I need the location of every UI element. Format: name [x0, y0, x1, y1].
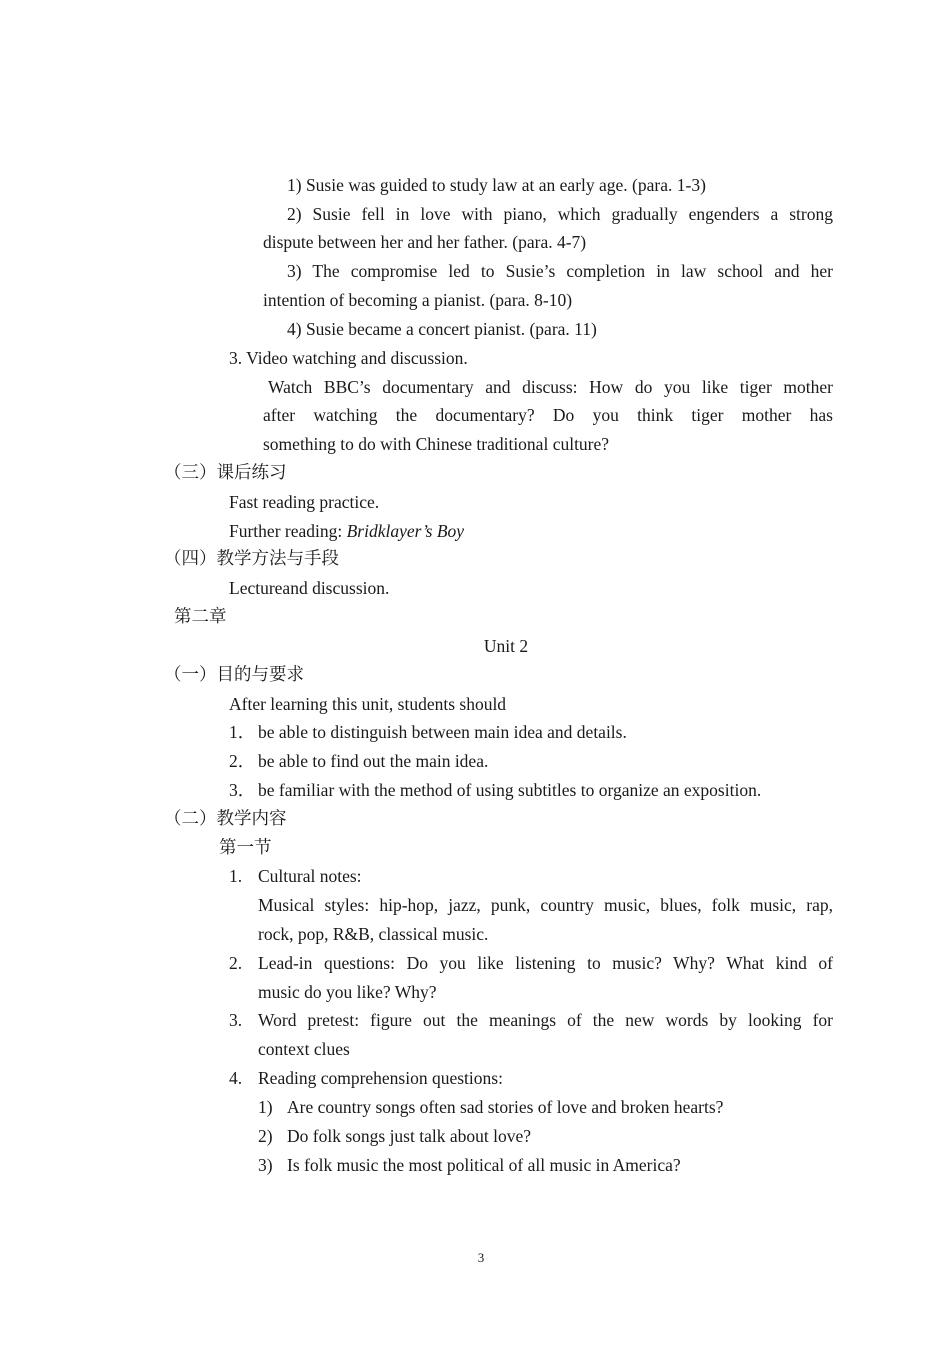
chapter-heading: 第二章	[174, 606, 227, 626]
subsection-heading: 第一节	[219, 837, 272, 857]
question-text: Do folk songs just talk about love?	[287, 1126, 532, 1146]
summary-item-2-line-1	[287, 203, 833, 225]
unit-title: Unit 2	[483, 636, 529, 656]
video-heading: 3. Video watching and discussion.	[229, 348, 468, 368]
content-item-3-line-2: context clues	[258, 1039, 350, 1059]
item-number: 1．	[229, 722, 256, 742]
item-number: 3．	[229, 780, 256, 800]
video-para-line-3: something to do with Chinese traditional culture?	[263, 434, 610, 454]
section-2-heading: （二）教学内容	[164, 808, 287, 828]
text: Lead-in questions: Do you like listening to music? Why? What kind of	[258, 953, 833, 973]
exercise-item-1: Fast reading practice.	[229, 492, 380, 512]
summary-item-2-line-2: dispute between her and her father. (para. 4-7)	[263, 232, 587, 252]
question-number: 3)	[258, 1155, 273, 1175]
content-item-1-line-2	[258, 894, 833, 916]
content-item-2-number: 2.	[229, 953, 243, 973]
content-item-4-text: Reading comprehension questions:	[258, 1068, 503, 1088]
objective-item-2	[229, 750, 488, 772]
content-item-1-text: Cultural notes:	[258, 866, 362, 886]
question-1	[258, 1096, 723, 1118]
content-item-2-line-2: music do you like? Why?	[258, 982, 437, 1002]
content-item-1-line-3: rock, pop, R&B, classical music.	[258, 924, 489, 944]
content-item-2-line-1	[258, 952, 833, 974]
question-text: Is folk music the most political of all music in America?	[287, 1155, 681, 1175]
summary-item-3-line-1	[287, 260, 833, 282]
section-3-heading: （三）课后练习	[164, 462, 287, 482]
text: Watch BBC’s documentary and discuss: How do you like tiger mother	[268, 377, 833, 397]
text: 2) Susie fell in love with piano, which gradually engenders a strong	[287, 204, 833, 224]
content-item-1-number: 1.	[229, 866, 243, 886]
further-reading-prefix: Further reading:	[229, 521, 347, 541]
question-number: 1)	[258, 1097, 273, 1117]
section-4-heading: （四）教学方法与手段	[164, 548, 339, 568]
content-item-3-line-1	[258, 1009, 833, 1031]
item-text: be familiar with the method of using subtitles to organize an exposition.	[258, 780, 762, 800]
content-item-4-number: 4.	[229, 1068, 243, 1088]
question-2	[258, 1125, 531, 1147]
summary-item-1: 1) Susie was guided to study law at an early age. (para. 1-3)	[287, 175, 706, 195]
video-para-line-1	[268, 376, 833, 398]
question-3	[258, 1154, 681, 1176]
item-text: be able to distinguish between main idea and details.	[258, 722, 627, 742]
text: Musical styles: hip-hop, jazz, punk, country music, blues, folk music, rap,	[258, 895, 833, 915]
objective-item-1	[229, 721, 627, 743]
text: 3) The compromise led to Susie’s completion in law school and her	[287, 261, 833, 281]
question-number: 2)	[258, 1126, 273, 1146]
further-reading-title: Bridklayer’s Boy	[346, 521, 465, 541]
exercise-item-2	[229, 520, 464, 542]
section-1-heading: （一）目的与要求	[164, 664, 304, 684]
page-number: 3	[477, 1250, 485, 1265]
summary-item-4: 4) Susie became a concert pianist. (para. 11)	[287, 319, 597, 339]
method-text: Lectureand discussion.	[229, 578, 390, 598]
question-text: Are country songs often sad stories of love and broken hearts?	[287, 1097, 724, 1117]
item-number: 2．	[229, 751, 256, 771]
summary-item-3-line-2: intention of becoming a pianist. (para. 8-10)	[263, 290, 573, 310]
objectives-intro: After learning this unit, students should	[229, 694, 507, 714]
item-text: be able to find out the main idea.	[258, 751, 489, 771]
objective-item-3	[229, 779, 761, 801]
text: after watching the documentary? Do you think tiger mother has	[263, 405, 833, 425]
video-para-line-2	[263, 404, 833, 426]
content-item-3-number: 3.	[229, 1010, 243, 1030]
text: Word pretest: figure out the meanings of the new words by looking for	[258, 1010, 833, 1030]
